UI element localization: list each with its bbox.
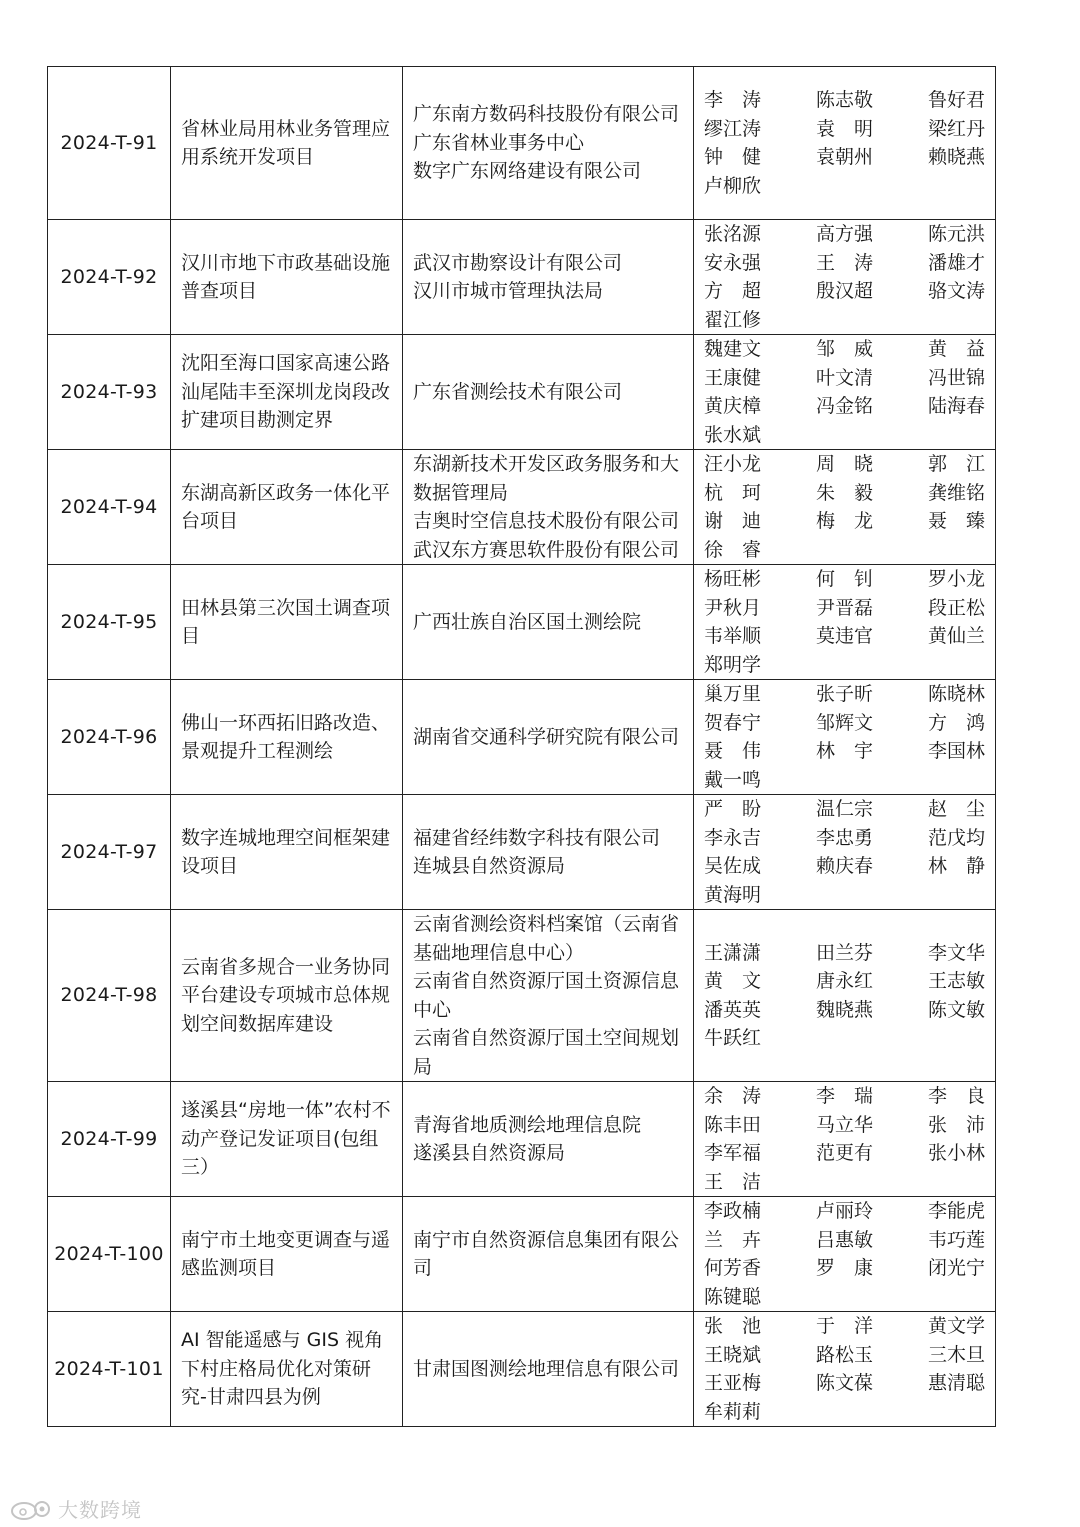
participant-name: 李永吉 (704, 826, 762, 849)
table-row (48, 220, 996, 335)
participant-name: 赖晓燕 (927, 146, 985, 168)
participants-cell (694, 67, 996, 220)
watermark-text: 大数跨境 (58, 1498, 142, 1522)
participant-name: 王亚梅 (704, 1372, 762, 1394)
participant-name: 兰卉 (704, 1228, 762, 1251)
participant-name: 莫违官 (815, 625, 873, 647)
participants-cell (694, 910, 996, 1082)
participant-name: 路松玉 (815, 1343, 873, 1366)
participant-name: 龚维铭 (927, 481, 985, 504)
participants-cell (694, 565, 996, 680)
organization-name: 福建省经纬数字科技有限公司 (413, 826, 661, 849)
participant-name: 吕惠敏 (815, 1228, 873, 1251)
participant-name: 袁朝州 (815, 146, 873, 168)
organizations-cell (403, 795, 694, 910)
table-row (48, 1197, 996, 1312)
participants-grid (704, 1197, 985, 1311)
project-name: 沈阳至海口国家高速公路汕尾陆丰至深圳龙岗段改扩建项目勘测定界 (171, 335, 403, 450)
participant-name: 方鸿 (927, 711, 985, 734)
participants-grid (704, 335, 985, 449)
participant-name: 何芳香 (704, 1257, 762, 1279)
participant-name: 徐睿 (704, 538, 762, 561)
participant-name: 卢丽玲 (815, 1200, 873, 1222)
participant-name: 张子昕 (815, 683, 873, 705)
organization-name: 广西壮族自治区国土测绘院 (413, 610, 642, 633)
participant-name: 何钊 (815, 568, 873, 590)
organization-name: 广东省测绘技术有限公司 (413, 380, 623, 403)
participant-name: 鲁好君 (927, 89, 985, 111)
participant-name: 聂臻 (927, 510, 985, 532)
participant-name: 唐永红 (815, 970, 873, 992)
participant-name: 魏晓燕 (815, 998, 873, 1021)
participant-name: 韦举顺 (704, 625, 762, 647)
participant-name: 李政楠 (704, 1200, 762, 1222)
participant-name: 于洋 (815, 1315, 873, 1337)
participant-name: 尹晋磊 (815, 596, 873, 619)
participant-name: 闭光宁 (927, 1257, 985, 1279)
participant-name: 赖庆春 (815, 855, 873, 877)
organization-name: 东湖新技术开发区政务服务和大数据管理局 (413, 453, 680, 504)
project-code: 2024-T-98 (48, 910, 171, 1082)
participant-name: 张池 (704, 1315, 762, 1337)
participants-grid (704, 220, 985, 334)
participant-name: 邹辉文 (815, 711, 873, 734)
weibo-logo-icon (10, 1498, 50, 1520)
participants-cell (694, 795, 996, 910)
project-code: 2024-T-91 (48, 67, 171, 220)
table-row (48, 1312, 996, 1427)
participant-name: 黄文 (704, 970, 762, 992)
table-row (48, 795, 996, 910)
participants-cell (694, 680, 996, 795)
participant-name: 黄文学 (927, 1315, 985, 1337)
participant-name: 李涛 (704, 89, 762, 111)
participant-name: 潘雄才 (927, 251, 985, 274)
table-row (48, 910, 996, 1082)
participant-name: 陈晓林 (927, 683, 985, 705)
participant-name: 汪小龙 (704, 453, 762, 475)
participant-name: 陈志敬 (815, 89, 873, 111)
participant-name: 安永强 (704, 251, 762, 274)
participants-grid (704, 795, 985, 909)
participant-name: 牛跃红 (704, 1027, 762, 1049)
participant-name: 王康健 (704, 366, 762, 389)
table-row (48, 67, 996, 220)
project-name: AI 智能遥感与 GIS 视角下村庄格局优化对策研究-甘肃四县为例 (171, 1312, 403, 1427)
participant-name: 缪江涛 (704, 117, 762, 140)
participants-cell (694, 1197, 996, 1312)
organization-name: 吉奥时空信息技术股份有限公司 (413, 510, 680, 532)
project-code: 2024-T-92 (48, 220, 171, 335)
organization-name: 汉川市城市管理执法局 (413, 280, 604, 302)
project-name: 遂溪县“房地一体”农村不动产登记发证项目(包组三） (171, 1082, 403, 1197)
project-name: 田林县第三次国土调查项目 (171, 565, 403, 680)
participants-cell (694, 220, 996, 335)
participant-name: 张洺源 (704, 223, 762, 245)
participant-name: 罗小龙 (927, 568, 985, 590)
award-list-table (47, 66, 996, 1427)
organizations-cell (403, 565, 694, 680)
participant-name: 黄庆樟 (704, 395, 762, 417)
project-name: 佛山一环西拓旧路改造、景观提升工程测绘 (171, 680, 403, 795)
table-row (48, 335, 996, 450)
participant-name: 贺春宁 (704, 711, 762, 734)
organization-name: 连城县自然资源局 (413, 855, 566, 877)
organizations-cell (403, 220, 694, 335)
participant-name: 王晓斌 (704, 1343, 762, 1366)
participant-name: 梁红丹 (927, 117, 985, 140)
participant-name: 杨旺彬 (704, 568, 762, 590)
organization-name: 广东省林业事务中心 (413, 131, 585, 154)
participant-name: 翟江修 (704, 308, 762, 331)
participant-name: 潘英英 (704, 998, 762, 1021)
organizations-cell (403, 1312, 694, 1427)
participant-name: 赵尘 (927, 798, 985, 820)
participant-name: 冯金铭 (815, 395, 873, 417)
participant-name: 段正松 (927, 596, 985, 619)
participant-name: 田兰芬 (815, 941, 873, 964)
project-name: 云南省多规合一业务协同平台建设专项城市总体规划空间数据库建设 (171, 910, 403, 1082)
organizations-cell (403, 680, 694, 795)
participant-name: 罗康 (815, 1257, 873, 1279)
watermark (10, 1494, 142, 1523)
participant-name: 三木旦 (927, 1343, 985, 1366)
organization-name: 青海省地质测绘地理信息院 (413, 1113, 642, 1136)
participant-name: 张小林 (927, 1142, 985, 1164)
participant-name: 余涛 (704, 1085, 762, 1107)
organization-name: 数字广东网络建设有限公司 (413, 160, 642, 183)
organization-name: 广东南方数码科技股份有限公司 (413, 103, 680, 126)
participants-grid (704, 565, 985, 679)
participants-grid (704, 450, 985, 564)
participants-grid (704, 680, 985, 794)
participant-name: 卢柳欣 (704, 174, 762, 197)
project-code: 2024-T-97 (48, 795, 171, 910)
participant-name: 王涛 (815, 251, 873, 274)
participant-name: 王志敏 (927, 970, 985, 992)
participant-name: 惠清聪 (927, 1372, 985, 1394)
participant-name: 冯世锦 (927, 366, 985, 389)
participant-name: 王潇潇 (704, 941, 762, 964)
participant-name: 吴佐成 (704, 855, 762, 877)
participant-name: 张沛 (927, 1113, 985, 1136)
table-row (48, 680, 996, 795)
participant-name: 郭江 (927, 453, 985, 475)
participant-name: 袁明 (815, 117, 873, 140)
participant-name: 杭珂 (704, 481, 762, 504)
participant-name: 戴一鸣 (704, 768, 762, 791)
organizations-cell (403, 335, 694, 450)
participant-name: 陈丰田 (704, 1113, 762, 1136)
participant-name: 李军福 (704, 1142, 762, 1164)
participant-name: 邹威 (815, 338, 873, 360)
organization-name: 南宁市自然资源信息集团有限公司 (413, 1228, 680, 1279)
participant-name: 聂伟 (704, 740, 762, 762)
participant-name: 李良 (927, 1085, 985, 1107)
project-code: 2024-T-95 (48, 565, 171, 680)
organizations-cell (403, 1197, 694, 1312)
participants-grid (704, 1312, 985, 1426)
participant-name: 梅龙 (815, 510, 873, 532)
participant-name: 周晓 (815, 453, 873, 475)
participant-name: 李国林 (927, 740, 985, 762)
participant-name: 李忠勇 (815, 826, 873, 849)
participant-name: 高方强 (815, 223, 873, 245)
participant-name: 范戊均 (927, 826, 985, 849)
participant-name: 牟莉莉 (704, 1400, 762, 1423)
participant-name: 陈键聪 (704, 1285, 762, 1308)
organization-name: 甘肃国图测绘地理信息有限公司 (413, 1357, 680, 1380)
project-name: 东湖高新区政务一体化平台项目 (171, 450, 403, 565)
project-code: 2024-T-100 (48, 1197, 171, 1312)
participant-name: 林静 (927, 855, 985, 877)
participants-cell (694, 1312, 996, 1427)
project-code: 2024-T-93 (48, 335, 171, 450)
participant-name: 陆海春 (927, 395, 985, 417)
participant-name: 张水斌 (704, 423, 762, 446)
participants-cell (694, 335, 996, 450)
organizations-cell (403, 910, 694, 1082)
participant-name: 韦巧莲 (927, 1228, 985, 1251)
organization-name: 云南省自然资源厅国土资源信息中心 (413, 970, 680, 1021)
participant-name: 骆文涛 (927, 280, 985, 302)
participant-name: 尹秋月 (704, 596, 762, 619)
organizations-cell (403, 67, 694, 220)
participant-name: 王洁 (704, 1170, 762, 1193)
project-name: 省林业局用林业务管理应用系统开发项目 (171, 67, 403, 220)
participant-name: 陈元洪 (927, 223, 985, 245)
organization-name: 武汉市勘察设计有限公司 (413, 251, 623, 274)
participant-name: 谢迪 (704, 510, 762, 532)
project-name: 南宁市土地变更调查与遥感监测项目 (171, 1197, 403, 1312)
organization-name: 武汉东方赛思软件股份有限公司 (413, 538, 680, 561)
table-row (48, 1082, 996, 1197)
participant-name: 严盼 (704, 798, 762, 820)
project-name: 数字连城地理空间框架建设项目 (171, 795, 403, 910)
participants-cell (694, 450, 996, 565)
participant-name: 朱毅 (815, 481, 873, 504)
participant-name: 黄益 (927, 338, 985, 360)
participant-name: 叶文清 (815, 366, 873, 389)
participant-name: 方超 (704, 280, 762, 302)
project-name: 汉川市地下市政基础设施普查项目 (171, 220, 403, 335)
organization-name: 云南省自然资源厅国土空间规划局 (413, 1027, 680, 1078)
table-row (48, 565, 996, 680)
participant-name: 黄仙兰 (927, 625, 985, 647)
participant-name: 马立华 (815, 1113, 873, 1136)
participant-name: 李能虎 (927, 1200, 985, 1222)
organizations-cell (403, 1082, 694, 1197)
participants-grid (704, 86, 985, 200)
project-code: 2024-T-94 (48, 450, 171, 565)
participant-name: 林宇 (815, 740, 873, 762)
participant-name: 巢万里 (704, 683, 762, 705)
organization-name: 遂溪县自然资源局 (413, 1142, 566, 1164)
table-body (48, 67, 996, 1427)
participant-name: 郑明学 (704, 653, 762, 676)
participant-name: 黄海明 (704, 883, 762, 906)
participant-name: 范更有 (815, 1142, 873, 1164)
participant-name: 李文华 (927, 941, 985, 964)
project-code: 2024-T-96 (48, 680, 171, 795)
participant-name: 温仁宗 (815, 798, 873, 820)
participant-name: 陈文敏 (927, 998, 985, 1021)
participant-name: 陈文葆 (815, 1372, 873, 1394)
participants-grid (704, 1082, 985, 1196)
participant-name: 魏建文 (704, 338, 762, 360)
participants-cell (694, 1082, 996, 1197)
project-code: 2024-T-99 (48, 1082, 171, 1197)
organization-name: 湖南省交通科学研究院有限公司 (413, 725, 680, 748)
organization-name: 云南省测绘资料档案馆（云南省基础地理信息中心） (413, 913, 680, 964)
participant-name: 殷汉超 (815, 280, 873, 302)
organizations-cell (403, 450, 694, 565)
project-code: 2024-T-101 (48, 1312, 171, 1427)
participant-name: 钟健 (704, 146, 762, 168)
participant-name: 李瑞 (815, 1085, 873, 1107)
table-row (48, 450, 996, 565)
participants-grid (704, 939, 985, 1053)
